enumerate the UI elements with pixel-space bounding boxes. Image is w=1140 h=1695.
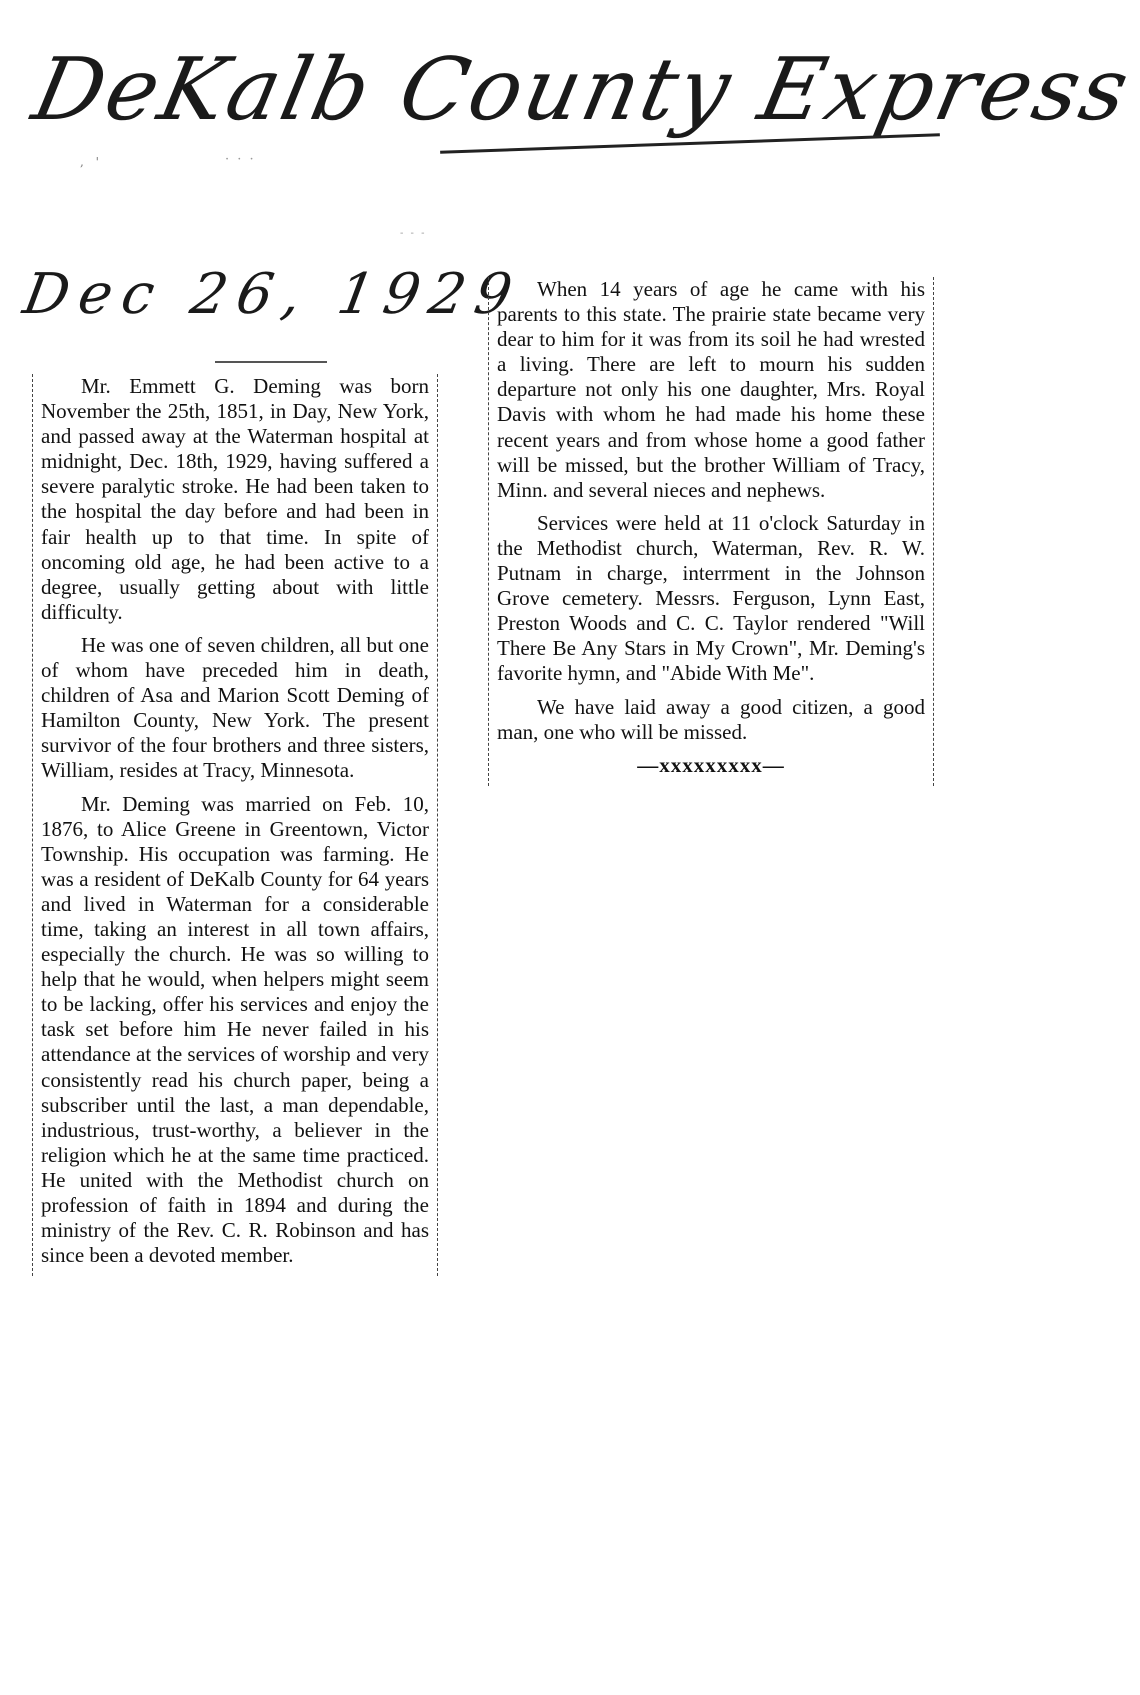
scan-speckle: · · · (225, 152, 256, 167)
masthead-handwritten: DeKalb County Express (24, 40, 1140, 140)
paragraph: Mr. Emmett G. Deming was born November the 25th, 1851, in Day, New York, and passed away at the Waterman hospital at midnight, Dec. 18th, 1929, having suffered a severe paralytic stroke. He had been taken to the hospital the day before and had been in fair health up to that time. In spite of oncoming old age, he had been active to a degree, usually getting about with little difficulty. (41, 374, 429, 624)
paragraph: Mr. Deming was married on Feb. 10, 1876, to Alice Greene in Greentown, Victor Township. His occupation was farming. He was a resident of DeKalb County for 64 years and lived in Waterman for a considerable time, taking an interest in all town affairs, especially the church. He was so willing to help that he would, when helpers might seem to be lacking, offer his services and enjoy the task set before him He never failed in his attendance at the services of worship and very consistently read his church paper, being a subscriber until the last, a man dependable, industrious, trust-worthy, a believer in the religion which he at the same time practiced. He united with the Methodist church on profession of faith in 1894 and during the ministry of the Rev. C. R. Robinson and has since been a devoted member. (41, 791, 429, 1268)
handwritten-date: Dec 26, 1929 (18, 262, 527, 327)
paragraph: We have laid away a good citizen, a good man, one who will be missed. (497, 694, 925, 744)
paragraph: When 14 years of age he came with his parents to this state. The prairie state became very dear to him for it was from its soil he had wrested a living. There are left to mourn his sudden departure not only his one daughter, Mrs. Royal Davis with whom he had made his home these recent years and from whose home a good father will be missed, but the brother William of Tracy, Minn. and several nieces and nephews. (497, 277, 925, 502)
article-end-mark: —xxxxxxxxx— (637, 752, 785, 777)
paragraph: Services were held at 11 o'clock Saturday in the Methodist church, Waterman, Rev. R. W. Putnam in charge, interrment in the Johnson Grove cemetery. Messrs. Ferguson, Lynn East, Preston Woods and C. C. Taylor rendered "Will There Be Any Stars in My Crown", Mr. Deming's favorite hymn, and "Abide With Me". (497, 510, 925, 686)
article-column-right (488, 277, 934, 786)
article-top-rule (215, 361, 327, 363)
article-column-left (32, 374, 438, 1276)
scan-speckle: , ' (80, 155, 103, 169)
paragraph: He was one of seven children, all but one of whom have preceded him in death, children of Asa and Marion Scott Deming of Hamilton County, New York. The present survivor of the four brothers and three sisters, William, resides at Tracy, Minnesota. (41, 632, 429, 783)
scan-speckle: - - - (400, 228, 427, 239)
